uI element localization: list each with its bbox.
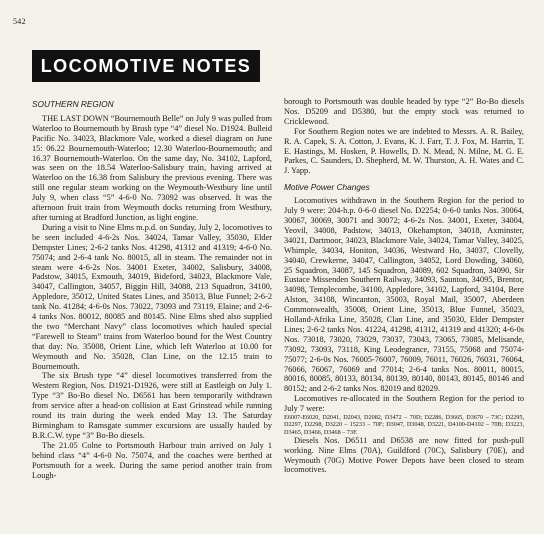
page-number: 542 — [13, 17, 26, 26]
section-banner — [32, 50, 260, 82]
left-column — [32, 100, 272, 480]
continuation-paragraph: borough to Portsmouth was double headed by type “2” Bo-Bo diesels Nos. D5209 and D5380, but the empty stock was returned to Cricklewood. — [284, 97, 524, 126]
banner-title: LOCOMOTIVE NOTES — [40, 55, 252, 76]
closing-paragraph: Diesels Nos. D6511 and D6538 are now fitted for push-pull working. Nine Elms (70A), Guildford (70C), Salisbury (70E), and Weymouth (70G) Motive Power Depots have been closed to steam locomotives. — [284, 435, 524, 475]
motive-power-heading: Motive Power Changes — [284, 182, 370, 193]
article-paragraph: The six Brush type “4” diesel locomotives transferred from the Western Region, Nos. D1921-D1926, were still at Eastleigh on July 1. Type “3” Bo-Bo diesel No. D6561 has been temporarily withdrawn from service after a head-on collision at East Grinstead while running round its train during the week ended May 13. The Saturday Birmingham to Ramsgate summer excursions are usually hauled by B.R.C.W. type “3” Bo-Bo diesels. — [32, 371, 272, 440]
article-paragraph: During a visit to Nine Elms m.p.d. on Sunday, July 2, locomotives to be seen included 4-6-2s Nos. 34024, Tamar Valley, 35030, Elder Dempster Lines; 2-6-2 tanks Nos. 41298, 41312 and 41319; 4-6-0 No. 75074; and 2-6-4 tank No. 80015, all in steam. The remainder not in steam were 4-6-2s Nos. 34001 Exeter, 34002, Salisbury, 34008, Padstow, 34015, Exmouth, 34019, Bideford, 34023, Blackmore Vale, 34047, Callington, 34057, Biggin Hill, 34088, 213 Squadron, 34100, Appledore, 35012, United States Lines, and 35013, Blue Funnel; 2-6-2 tank No. 41284; 4-6-0s Nos. 73022, 73093 and 73119, Elaine; and 2-6-4 tanks Nos. 80012, 80085 and 80145. Nine Elms shed also supplied the two “Merchant Navy” class locomotives which hauled special “Farewell to Steam” trains from Waterloo bound for the West Country that day: No. 35008, Orient Line, which left Waterloo at 10.00 for Weymouth and No. 35028, Clan Line, on the 12.15 train to Bournemouth. — [32, 222, 272, 371]
right-column — [284, 97, 524, 475]
withdrawn-paragraph: Locomotives withdrawn in the Southern Region for the period to July 9 were: 204-h.p. 0-6-0 diesel No. D2254; 0-6-0 tanks Nos. 30064, 30067, 30069, 30071 and 30072; 4-6-2s Nos. 34001, Exeter, 34004, Yeovil, 34008, Padstow, 34013, Okehampton, 34018, Axminster, 34021, Dartmoor, 34023, Blackmore Vale, 34024, Tamar Valley, 34025, Whimple, 34034, Honiton, 34036, Westward Ho, 34037, Clovelly, 34040, Crewkerne, 34047, Callington, 34052, Lord Dowding, 34060, 25 Squadron, 34087, 145 Squadron, 34089, 602 Squadron, 34090, Sir Eustace Missenden Southern Railway, 34093, Saunton, 34095, Brentor, 34098, Templecombe, 34100, Appledore, 34102, Lapford, 34104, Bere Alston, 34108, Wincanton, 35003, Royal Mail, 35007, Aberdeen Commonwealth, 35008, Orient Line, 35013, Blue Funnel, 35023, Holland-Afrika Line, 35028, Clan Line, and 35030, Elder Dempster Lines; 2-6-2 tanks Nos. 41224, 41298, 41312, 41319 and 41320; 4-6-0s Nos. 73018, 73020, 73029, 73037, 73043, 73065, 73085, Melisande, 73092, 73093, 73118, King Leodegrance, 73155, 75068 and 75074-75077; 2-6-0s Nos. 76005-76007, 76009, 76011, 76026, 76031, 76064, 76066, 76067, 76069 and 77014; 2-6-4 tanks Nos. 80011, 80015, 80016, 80085, 80133, 80134, 80139, 80140, 80143, 80145, 80146 and 80152; and 2-6-2 tanks Nos. 82019 and 82029. — [284, 196, 524, 394]
reallocated-intro: Locomotives re-allocated in the Southern Region for the period to July 7 were: — [284, 394, 524, 414]
reallocated-list: E6007-E6020, D2041, D2043, D2082, D3472 – 70D; D2286, D3665, D3670 – 73C; D2295, D2297, D2298, D3220 – 15233 – 70F; D3047, D3048, D3221, D4100-D4102 – 70B; D3223, D3465, D3466, D3468 – 73F. — [284, 414, 524, 436]
article-paragraph: The 21.05 Colne to Portsmouth Harbour train arrived on July 1 behind class “4” 4-6-0 No. 75074, and the coaches were berthed at Portsmouth for a week. During the same period another train from Lough- — [32, 440, 272, 480]
region-heading: SOUTHERN REGION — [32, 99, 114, 109]
article-paragraph: THE LAST DOWN “Bournemouth Belle” on July 9 was pulled from Waterloo to Bournemouth by Brush type “4” diesel No. D1924. Bulleid Pacific No. 34023, Blackmore Vale, worked a diesel diagram on June 15: 06.22 Bournemouth-Waterloo; 12.30 Waterloo-Bournemouth; and 16.37 Bournemouth-Waterloo. On the same day, No. 34102, Lapford, was seen on the 18.54 Waterloo-Salisbury train, having arrived at Waterloo on the 16.38 from Salisbury the previous evening. There was still one regular steam working on the Weymouth-Westbury line until July 9, when class “5” 4-6-0 No. 73092 was observed. It was the afternoon fruit train from Weymouth docks returning from Westbury, after turning at Bradford Junction, as light engine. — [32, 113, 272, 222]
acknowledgements-paragraph: For Southern Region notes we are indebted to Messrs. A. R. Bailey, R. A. Capek, S. A. Cotton, J. Evans, K. J. Farr, T. J. Fox, M. Harrin, T. E. Hastings, M. Hosken, P. Howells, D. N. Mead, N. Milne, M. G. E. Parkes, C. Saunders, D. Shepherd, M. W. Thurston, A. H. Wates and C. J. Yapp. — [284, 126, 524, 176]
